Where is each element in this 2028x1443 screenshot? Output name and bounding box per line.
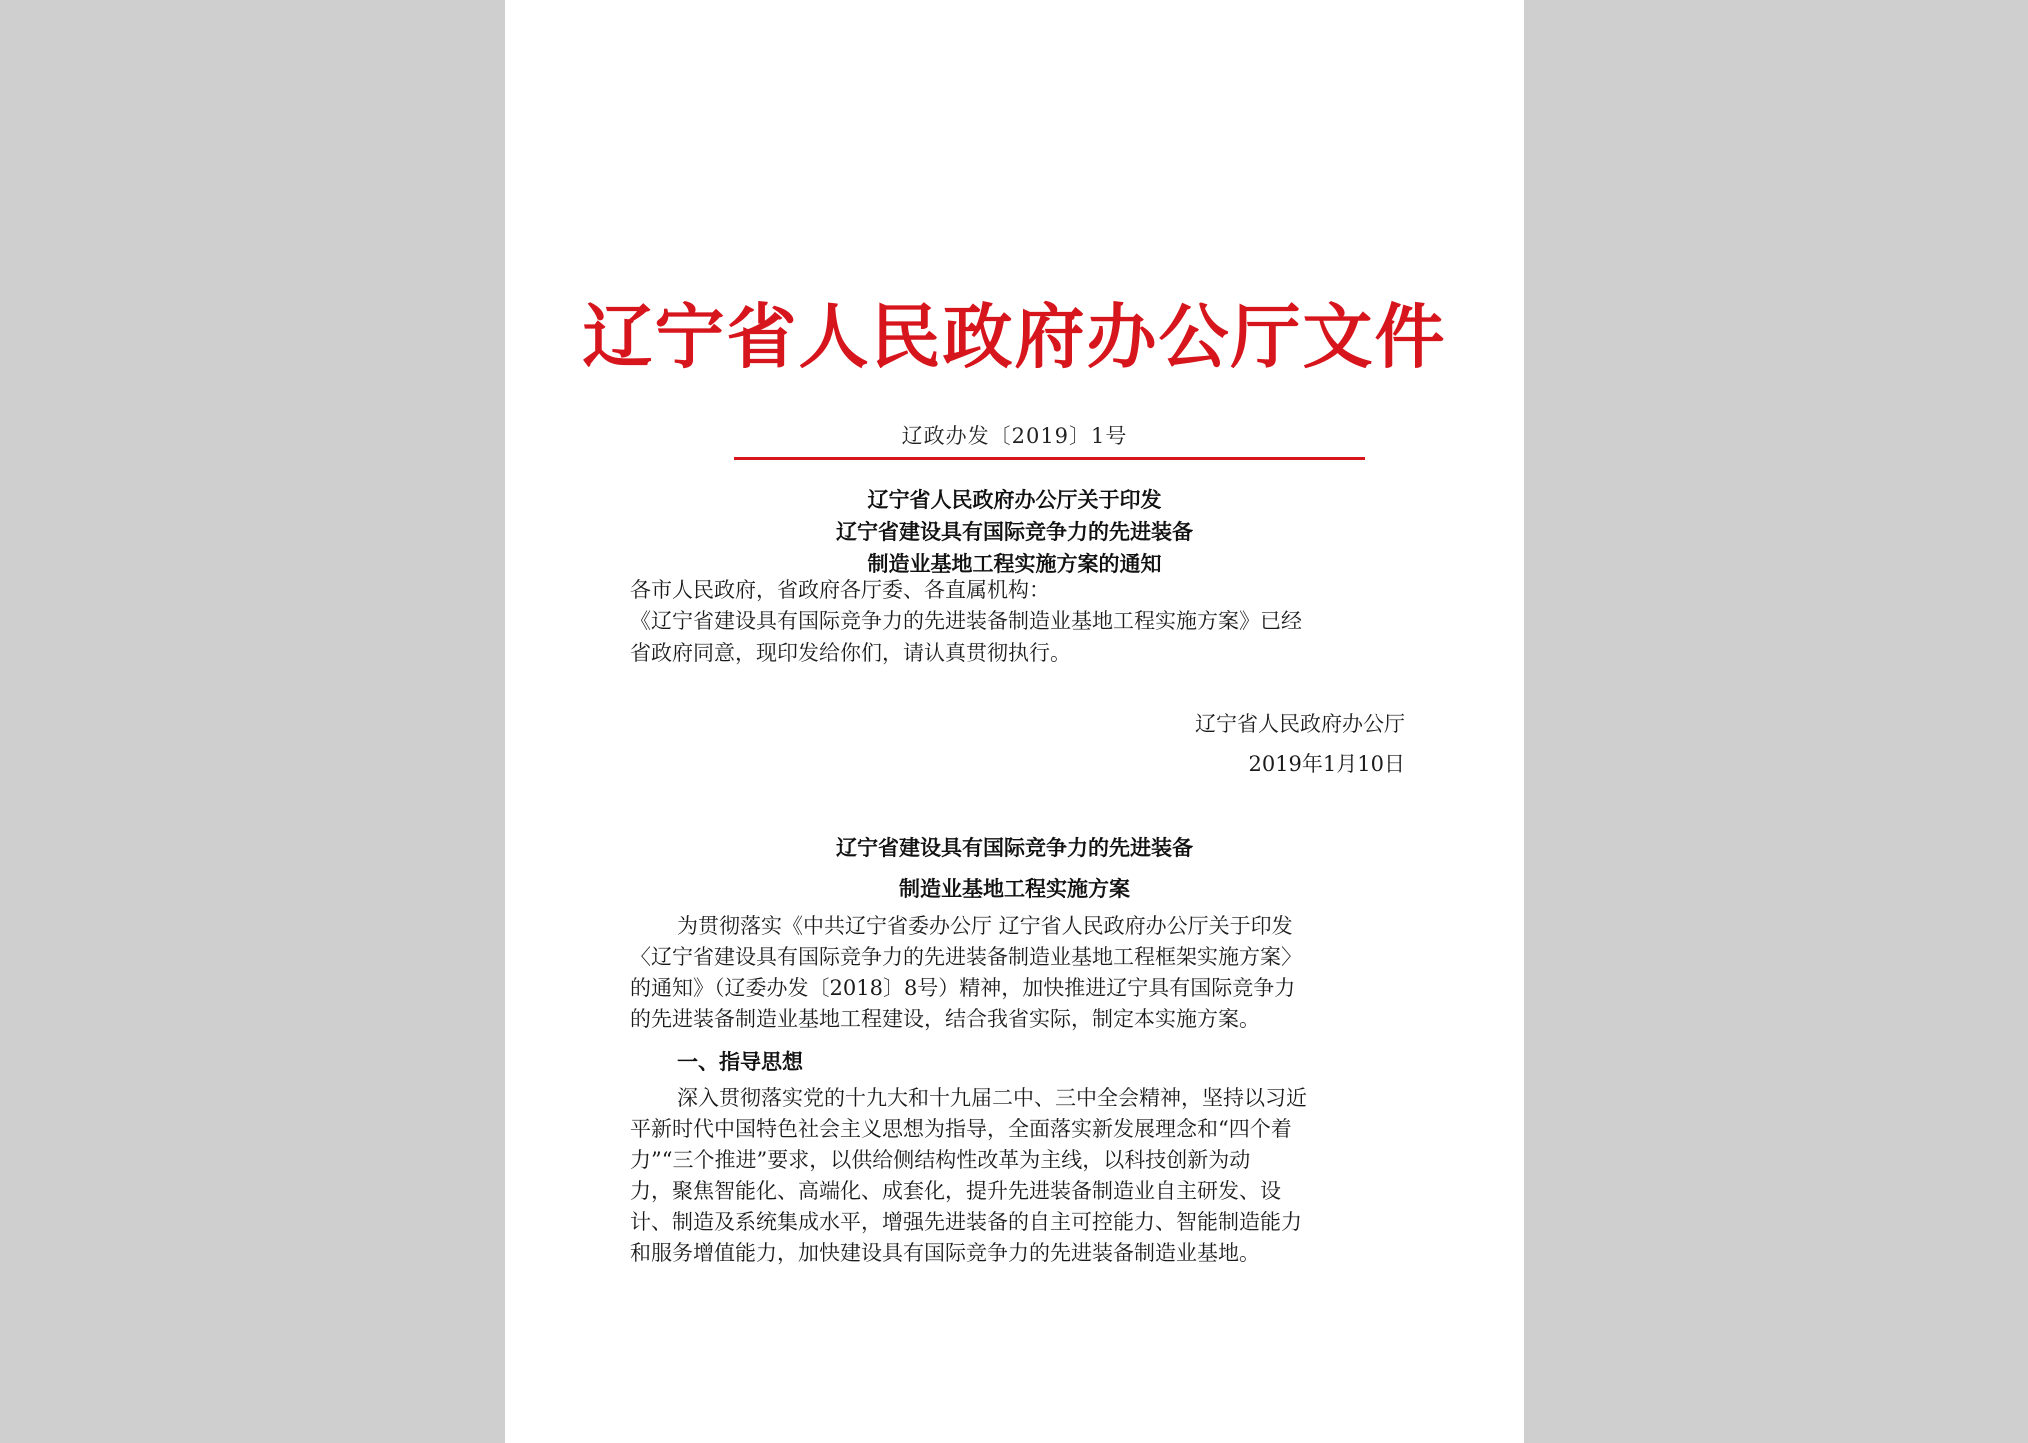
plan-intro-line: 的通知》（辽委办发〔2018〕8号）精神，加快推进辽宁具有国际竞争力 [630, 976, 1296, 1000]
notice-body-line: 省政府同意，现印发给你们，请认真贯彻执行。 [630, 641, 1071, 665]
notice-title-line: 制造业基地工程实施方案的通知 [867, 552, 1162, 576]
plan-intro-line: 为贯彻落实《中共辽宁省委办公厅 辽宁省人民政府办公厅关于印发 [677, 914, 1293, 938]
section-body-line: 力”“三个推进”要求，以供给侧结构性改革为主线，以科技创新为动 [630, 1148, 1251, 1172]
notice-addressee: 各市人民政府，省政府各厅委、各直属机构： [630, 578, 1050, 602]
document-number: 辽政办发〔2019〕1号 [901, 424, 1128, 448]
section-body-line: 和服务增值能力，加快建设具有国际竞争力的先进装备制造业基地。 [630, 1241, 1260, 1265]
plan-title-line: 辽宁省建设具有国际竞争力的先进装备 [836, 836, 1193, 860]
section-body-line: 力，聚焦智能化、高端化、成套化，提升先进装备制造业自主研发、设 [630, 1179, 1281, 1203]
notice-signer: 辽宁省人民政府办公厅 [1195, 712, 1405, 736]
notice-body-line: 《辽宁省建设具有国际竞争力的先进装备制造业基地工程实施方案》已经 [630, 609, 1302, 633]
red-header-title: 辽宁省人民政府办公厅文件 [582, 295, 1447, 378]
document-page [505, 0, 1524, 1443]
red-divider-line [734, 457, 1365, 460]
notice-date: 2019年1月10日 [1248, 752, 1405, 776]
notice-title-line: 辽宁省建设具有国际竞争力的先进装备 [836, 520, 1193, 544]
section-body-line: 深入贯彻落实党的十九大和十九届二中、三中全会精神，坚持以习近 [677, 1086, 1307, 1110]
plan-intro-line: 的先进装备制造业基地工程建设，结合我省实际，制定本实施方案。 [630, 1007, 1260, 1031]
plan-title-line: 制造业基地工程实施方案 [899, 877, 1130, 901]
notice-title-line: 辽宁省人民政府办公厅关于印发 [867, 488, 1162, 512]
section-body-line: 平新时代中国特色社会主义思想为指导，全面落实新发展理念和“四个着 [630, 1117, 1292, 1141]
section-body-line: 计、制造及系统集成水平，增强先进装备的自主可控能力、智能制造能力 [630, 1210, 1302, 1234]
section-heading: 一、指导思想 [677, 1050, 803, 1074]
plan-intro-line: 〈辽宁省建设具有国际竞争力的先进装备制造业基地工程框架实施方案〉 [630, 945, 1302, 969]
